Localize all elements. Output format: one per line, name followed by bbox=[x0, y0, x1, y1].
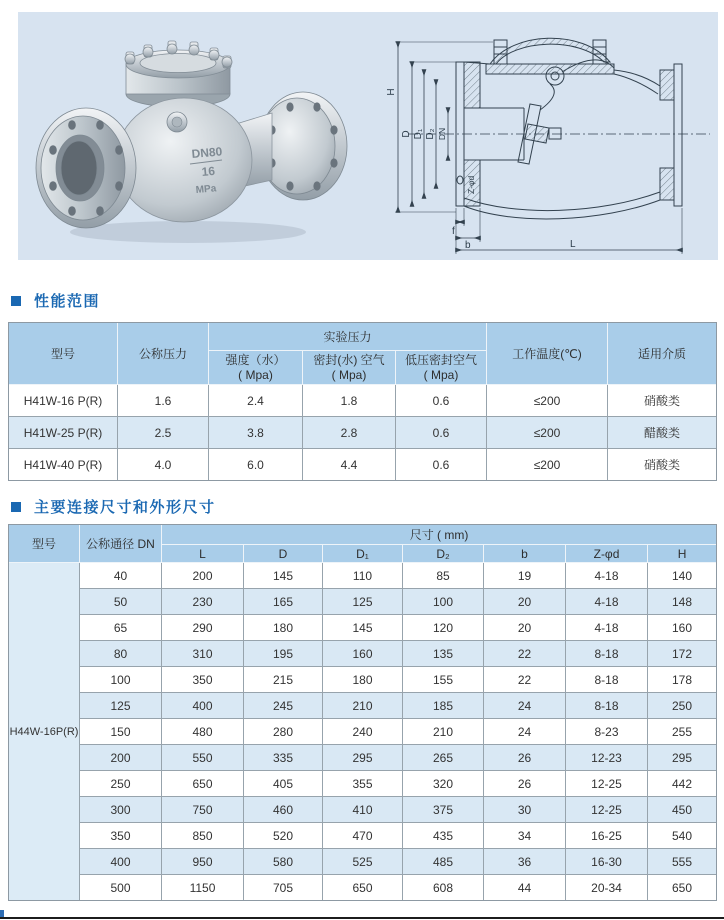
dim-value-cell: 12-25 bbox=[566, 771, 648, 797]
header-dn: 公称通径 DN bbox=[80, 525, 162, 563]
header-size-mm: 尺寸 ( mm) bbox=[162, 525, 717, 545]
header-model: 型号 bbox=[9, 323, 118, 385]
performance-row bbox=[9, 385, 717, 417]
valve-photo bbox=[26, 18, 356, 254]
header-model: 型号 bbox=[9, 525, 80, 563]
dim-value-cell: 24 bbox=[484, 719, 566, 745]
dim-value-cell: 650 bbox=[648, 875, 717, 901]
value-cell: 1.8 bbox=[303, 385, 396, 417]
dim-value-cell: 4-18 bbox=[566, 563, 648, 589]
value-cell: 1.6 bbox=[118, 385, 209, 417]
dim-value-cell: 580 bbox=[244, 849, 323, 875]
dim-value-cell: 20 bbox=[484, 589, 566, 615]
dim-value-cell: 145 bbox=[244, 563, 323, 589]
dim-value-cell: 30 bbox=[484, 797, 566, 823]
dim-value-cell: 195 bbox=[244, 641, 323, 667]
dim-column-header: D₁ bbox=[323, 545, 403, 563]
value-cell: 醋酸类 bbox=[608, 417, 717, 449]
value-cell: 6.0 bbox=[209, 449, 303, 481]
dim-column-header: D₂ bbox=[403, 545, 484, 563]
header-test-pressure-sub: 密封(水) 空气 ( Mpa) bbox=[303, 351, 396, 385]
dim-value-cell: 1150 bbox=[162, 875, 244, 901]
header-test-pressure: 实验压力 bbox=[209, 323, 487, 351]
section-title-dimensions bbox=[11, 496, 216, 517]
dim-value-cell: 450 bbox=[648, 797, 717, 823]
dim-value-cell: 335 bbox=[244, 745, 323, 771]
dim-value-cell: 310 bbox=[162, 641, 244, 667]
marking-dn80: DN80 bbox=[191, 144, 223, 161]
dimension-row bbox=[9, 875, 717, 901]
dim-value-cell: 555 bbox=[648, 849, 717, 875]
dim-value-cell: 148 bbox=[648, 589, 717, 615]
dim-value-cell: 300 bbox=[80, 797, 162, 823]
dim-value-cell: 120 bbox=[403, 615, 484, 641]
dim-value-cell: 230 bbox=[162, 589, 244, 615]
dim-value-cell: 8-18 bbox=[566, 693, 648, 719]
dimension-row bbox=[9, 849, 717, 875]
dim-value-cell: 8-23 bbox=[566, 719, 648, 745]
dim-value-cell: 290 bbox=[162, 615, 244, 641]
dim-value-cell: 65 bbox=[80, 615, 162, 641]
dim-value-cell: 255 bbox=[648, 719, 717, 745]
marking-pn: 16 bbox=[201, 163, 216, 179]
section-bullet-icon bbox=[11, 502, 21, 512]
dim-value-cell: 180 bbox=[323, 667, 403, 693]
dim-column-header: b bbox=[484, 545, 566, 563]
value-cell: 2.8 bbox=[303, 417, 396, 449]
dimension-row bbox=[9, 693, 717, 719]
dim-value-cell: 650 bbox=[323, 875, 403, 901]
dim-value-cell: 210 bbox=[323, 693, 403, 719]
dim-value-cell: 44 bbox=[484, 875, 566, 901]
dim-value-cell: 435 bbox=[403, 823, 484, 849]
dim-value-cell: 172 bbox=[648, 641, 717, 667]
dim-label-L: L bbox=[570, 239, 576, 250]
dim-value-cell: 200 bbox=[80, 745, 162, 771]
dim-value-cell: 4-18 bbox=[566, 615, 648, 641]
dim-label-DN: DN bbox=[437, 127, 447, 141]
dimension-row bbox=[9, 771, 717, 797]
dim-label-D1: D₁ bbox=[413, 128, 424, 140]
dim-value-cell: 200 bbox=[162, 563, 244, 589]
dim-value-cell: 240 bbox=[323, 719, 403, 745]
dim-value-cell: 100 bbox=[403, 589, 484, 615]
dim-value-cell: 26 bbox=[484, 745, 566, 771]
dimension-row bbox=[9, 667, 717, 693]
model-cell: H41W-16 P(R) bbox=[9, 385, 118, 417]
dim-value-cell: 210 bbox=[403, 719, 484, 745]
dim-value-cell: 22 bbox=[484, 667, 566, 693]
dim-label-f: f bbox=[452, 226, 455, 237]
dim-value-cell: 460 bbox=[244, 797, 323, 823]
dimension-row bbox=[9, 589, 717, 615]
header-working-temp: 工作温度(℃) bbox=[487, 323, 608, 385]
dimension-row bbox=[9, 745, 717, 771]
bonnet bbox=[125, 41, 232, 107]
dim-value-cell: 375 bbox=[403, 797, 484, 823]
model-rowspan-cell: H44W-16P(R) bbox=[9, 563, 80, 901]
left-flange bbox=[36, 108, 136, 228]
dim-value-cell: 442 bbox=[648, 771, 717, 797]
dim-value-cell: 295 bbox=[323, 745, 403, 771]
value-cell: 0.6 bbox=[396, 417, 487, 449]
dim-value-cell: 19 bbox=[484, 563, 566, 589]
section-title-performance bbox=[11, 290, 100, 311]
dim-value-cell: 50 bbox=[80, 589, 162, 615]
dim-value-cell: 405 bbox=[244, 771, 323, 797]
valve-dimension-drawing bbox=[362, 12, 722, 260]
header-test-pressure-sub: 低压密封空气 ( Mpa) bbox=[396, 351, 487, 385]
value-cell: ≤200 bbox=[487, 417, 608, 449]
dim-value-cell: 650 bbox=[162, 771, 244, 797]
dim-value-cell: 165 bbox=[244, 589, 323, 615]
header-nominal-pressure: 公称压力 bbox=[118, 323, 209, 385]
dim-label-D: D bbox=[401, 130, 412, 138]
section-title-text: 性能范围 bbox=[34, 293, 101, 310]
dim-value-cell: 705 bbox=[244, 875, 323, 901]
dim-value-cell: 160 bbox=[648, 615, 717, 641]
dim-label-Zd: Z-φd bbox=[466, 175, 476, 194]
value-cell: 2.5 bbox=[118, 417, 209, 449]
dim-value-cell: 40 bbox=[80, 563, 162, 589]
performance-row bbox=[9, 449, 717, 481]
value-cell: 硝酸类 bbox=[608, 385, 717, 417]
dim-value-cell: 350 bbox=[80, 823, 162, 849]
dim-column-header: H bbox=[648, 545, 717, 563]
dim-value-cell: 250 bbox=[648, 693, 717, 719]
dimension-row bbox=[9, 719, 717, 745]
value-cell: 2.4 bbox=[209, 385, 303, 417]
dim-value-cell: 16-25 bbox=[566, 823, 648, 849]
dim-label-D2: D₂ bbox=[425, 128, 436, 140]
dim-value-cell: 500 bbox=[80, 875, 162, 901]
dim-value-cell: 550 bbox=[162, 745, 244, 771]
dim-value-cell: 12-23 bbox=[566, 745, 648, 771]
dimension-labels bbox=[386, 88, 576, 251]
dim-value-cell: 185 bbox=[403, 693, 484, 719]
dim-value-cell: 4-18 bbox=[566, 589, 648, 615]
dim-value-cell: 540 bbox=[648, 823, 717, 849]
header-test-pressure-sub: 强度（水） ( Mpa) bbox=[209, 351, 303, 385]
dim-value-cell: 355 bbox=[323, 771, 403, 797]
value-cell: ≤200 bbox=[487, 385, 608, 417]
dim-value-cell: 34 bbox=[484, 823, 566, 849]
dim-value-cell: 125 bbox=[323, 589, 403, 615]
dim-value-cell: 155 bbox=[403, 667, 484, 693]
dim-value-cell: 110 bbox=[323, 563, 403, 589]
dim-value-cell: 215 bbox=[244, 667, 323, 693]
drawing-right-flange bbox=[660, 64, 682, 206]
dim-value-cell: 125 bbox=[80, 693, 162, 719]
dim-label-b: b bbox=[465, 240, 471, 251]
value-cell: 0.6 bbox=[396, 449, 487, 481]
dim-value-cell: 100 bbox=[80, 667, 162, 693]
dim-value-cell: 295 bbox=[648, 745, 717, 771]
body-side-bolt-cap bbox=[172, 117, 182, 127]
dim-value-cell: 608 bbox=[403, 875, 484, 901]
dim-column-header: D bbox=[244, 545, 323, 563]
dim-value-cell: 85 bbox=[403, 563, 484, 589]
dim-value-cell: 520 bbox=[244, 823, 323, 849]
dim-value-cell: 850 bbox=[162, 823, 244, 849]
dim-value-cell: 400 bbox=[80, 849, 162, 875]
dim-value-cell: 250 bbox=[80, 771, 162, 797]
dim-value-cell: 160 bbox=[323, 641, 403, 667]
drawing-disc-assembly bbox=[518, 60, 614, 164]
dim-value-cell: 22 bbox=[484, 641, 566, 667]
dim-value-cell: 135 bbox=[403, 641, 484, 667]
page-corner-mark bbox=[0, 910, 4, 917]
dim-value-cell: 16-30 bbox=[566, 849, 648, 875]
dim-value-cell: 150 bbox=[80, 719, 162, 745]
dim-value-cell: 178 bbox=[648, 667, 717, 693]
dim-value-cell: 350 bbox=[162, 667, 244, 693]
valve-images-panel bbox=[18, 12, 718, 260]
dimension-row bbox=[9, 823, 717, 849]
dim-value-cell: 320 bbox=[403, 771, 484, 797]
bolt-hole bbox=[457, 176, 463, 184]
dim-value-cell: 24 bbox=[484, 693, 566, 719]
dim-value-cell: 180 bbox=[244, 615, 323, 641]
dim-value-cell: 525 bbox=[323, 849, 403, 875]
dim-value-cell: 8-18 bbox=[566, 667, 648, 693]
dim-value-cell: 470 bbox=[323, 823, 403, 849]
section-title-text: 主要连接尺寸和外形尺寸 bbox=[34, 499, 216, 516]
dim-value-cell: 245 bbox=[244, 693, 323, 719]
drawing-body bbox=[464, 62, 660, 219]
dim-value-cell: 20 bbox=[484, 615, 566, 641]
dim-column-header: L bbox=[162, 545, 244, 563]
dim-value-cell: 950 bbox=[162, 849, 244, 875]
dim-value-cell: 80 bbox=[80, 641, 162, 667]
dimension-row bbox=[9, 563, 717, 589]
performance-row bbox=[9, 417, 717, 449]
dim-value-cell: 400 bbox=[162, 693, 244, 719]
dim-value-cell: 36 bbox=[484, 849, 566, 875]
model-cell: H41W-40 P(R) bbox=[9, 449, 118, 481]
dimension-row bbox=[9, 797, 717, 823]
dim-value-cell: 12-25 bbox=[566, 797, 648, 823]
dim-value-cell: 20-34 bbox=[566, 875, 648, 901]
dim-value-cell: 8-18 bbox=[566, 641, 648, 667]
drawing-bonnet bbox=[486, 38, 614, 74]
dim-value-cell: 410 bbox=[323, 797, 403, 823]
section-bullet-icon bbox=[11, 296, 21, 306]
page-bottom-rule bbox=[0, 917, 724, 919]
value-cell: ≤200 bbox=[487, 449, 608, 481]
dim-value-cell: 480 bbox=[162, 719, 244, 745]
dimension-table bbox=[8, 524, 717, 901]
value-cell: 3.8 bbox=[209, 417, 303, 449]
dim-value-cell: 750 bbox=[162, 797, 244, 823]
value-cell: 4.0 bbox=[118, 449, 209, 481]
dim-value-cell: 265 bbox=[403, 745, 484, 771]
dimension-row bbox=[9, 615, 717, 641]
model-cell: H41W-25 P(R) bbox=[9, 417, 118, 449]
dim-value-cell: 145 bbox=[323, 615, 403, 641]
dimension-row bbox=[9, 641, 717, 667]
performance-table bbox=[8, 322, 717, 481]
value-cell: 0.6 bbox=[396, 385, 487, 417]
value-cell: 硝酸类 bbox=[608, 449, 717, 481]
marking-mpa: MPa bbox=[195, 183, 217, 196]
dim-value-cell: 26 bbox=[484, 771, 566, 797]
dim-value-cell: 140 bbox=[648, 563, 717, 589]
dim-column-header: Z-φd bbox=[566, 545, 648, 563]
dim-value-cell: 280 bbox=[244, 719, 323, 745]
header-medium: 适用介质 bbox=[608, 323, 717, 385]
photo-shadow bbox=[70, 221, 306, 243]
dim-value-cell: 485 bbox=[403, 849, 484, 875]
dim-label-H: H bbox=[386, 88, 397, 96]
value-cell: 4.4 bbox=[303, 449, 396, 481]
